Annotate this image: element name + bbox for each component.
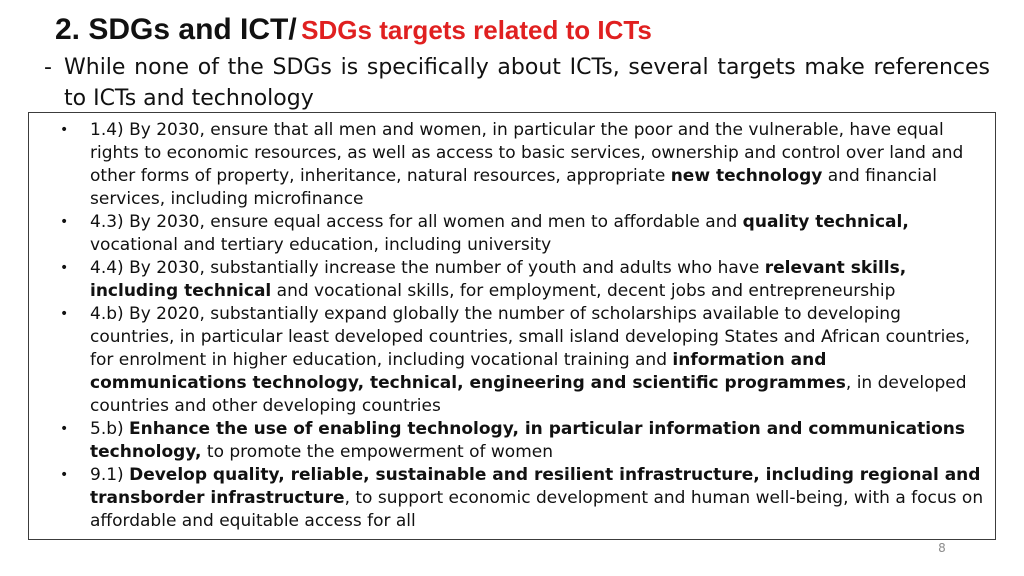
target-item-4-4 bbox=[29, 257, 985, 303]
target-text-rest: , to support economic development and human well-being, with a focus on affordable and equitable access for all bbox=[90, 488, 984, 531]
target-highlight: information and communications technology, technical, engineering and scientific programmes bbox=[90, 350, 846, 393]
target-text: 9.1) bbox=[90, 465, 130, 485]
target-item-5-b bbox=[29, 418, 985, 464]
target-highlight: Develop quality, reliable, sustainable and resilient infrastructure, including regional and transborder infrastructure bbox=[90, 465, 981, 508]
target-text: 4.b) By 2020, substantially expand globally the number of scholarships available to developing countries, in particular least developed countries, small island developing States and African countries, for enrolment in higher education, including vocational training and bbox=[90, 304, 971, 370]
target-text-rest: , in developed countries and other developing countries bbox=[90, 373, 967, 416]
target-item-4-3 bbox=[29, 211, 985, 257]
target-text: 4.3) By 2030, ensure equal access for all women and men to affordable and bbox=[90, 212, 743, 232]
targets-list bbox=[29, 119, 985, 533]
intro-dash: - bbox=[44, 55, 52, 80]
target-text-rest: to promote the empowerment of women bbox=[201, 442, 554, 462]
bullet-icon: • bbox=[60, 467, 69, 483]
target-text-rest: vocational and tertiary education, including university bbox=[90, 235, 552, 255]
page-number: 8 bbox=[938, 541, 946, 555]
target-text-rest: and financial services, including microfinance bbox=[90, 166, 938, 209]
slide-title bbox=[55, 10, 652, 55]
bullet-icon: • bbox=[60, 421, 69, 437]
target-highlight: Enhance the use of enabling technology, in particular information and communications technology, bbox=[90, 419, 965, 462]
target-item-4-b bbox=[29, 303, 985, 418]
bullet-icon: • bbox=[60, 260, 69, 276]
target-item-9-1 bbox=[29, 464, 985, 533]
bullet-icon: • bbox=[60, 306, 69, 322]
bullet-icon: • bbox=[60, 122, 69, 138]
title-main: 2. SDGs and ICT/ bbox=[55, 13, 297, 46]
target-text: 4.4) By 2030, substantially increase the number of youth and adults who have bbox=[90, 258, 765, 278]
target-text: 1.4) By 2030, ensure that all men and women, in particular the poor and the vulnerable, have equal rights to economic resources, as well as access to basic services, ownership and control over land and other forms of property, inheritance, natural resources, appropriate bbox=[90, 120, 964, 186]
target-highlight: relevant skills, including technical bbox=[90, 258, 907, 301]
bullet-icon: • bbox=[60, 214, 69, 230]
target-text-rest: and vocational skills, for employment, decent jobs and entrepreneurship bbox=[271, 281, 896, 301]
target-highlight: new technology bbox=[670, 166, 823, 186]
title-subtitle: SDGs targets related to ICTs bbox=[301, 15, 652, 45]
targets-box bbox=[28, 112, 996, 540]
target-text: 5.b) bbox=[90, 419, 130, 439]
intro-text: While none of the SDGs is specifically about ICTs, several targets make references to ICTs and technology bbox=[64, 55, 990, 111]
target-highlight: quality technical, bbox=[742, 212, 909, 232]
intro-paragraph bbox=[28, 52, 990, 114]
target-item-1-4 bbox=[29, 119, 985, 211]
